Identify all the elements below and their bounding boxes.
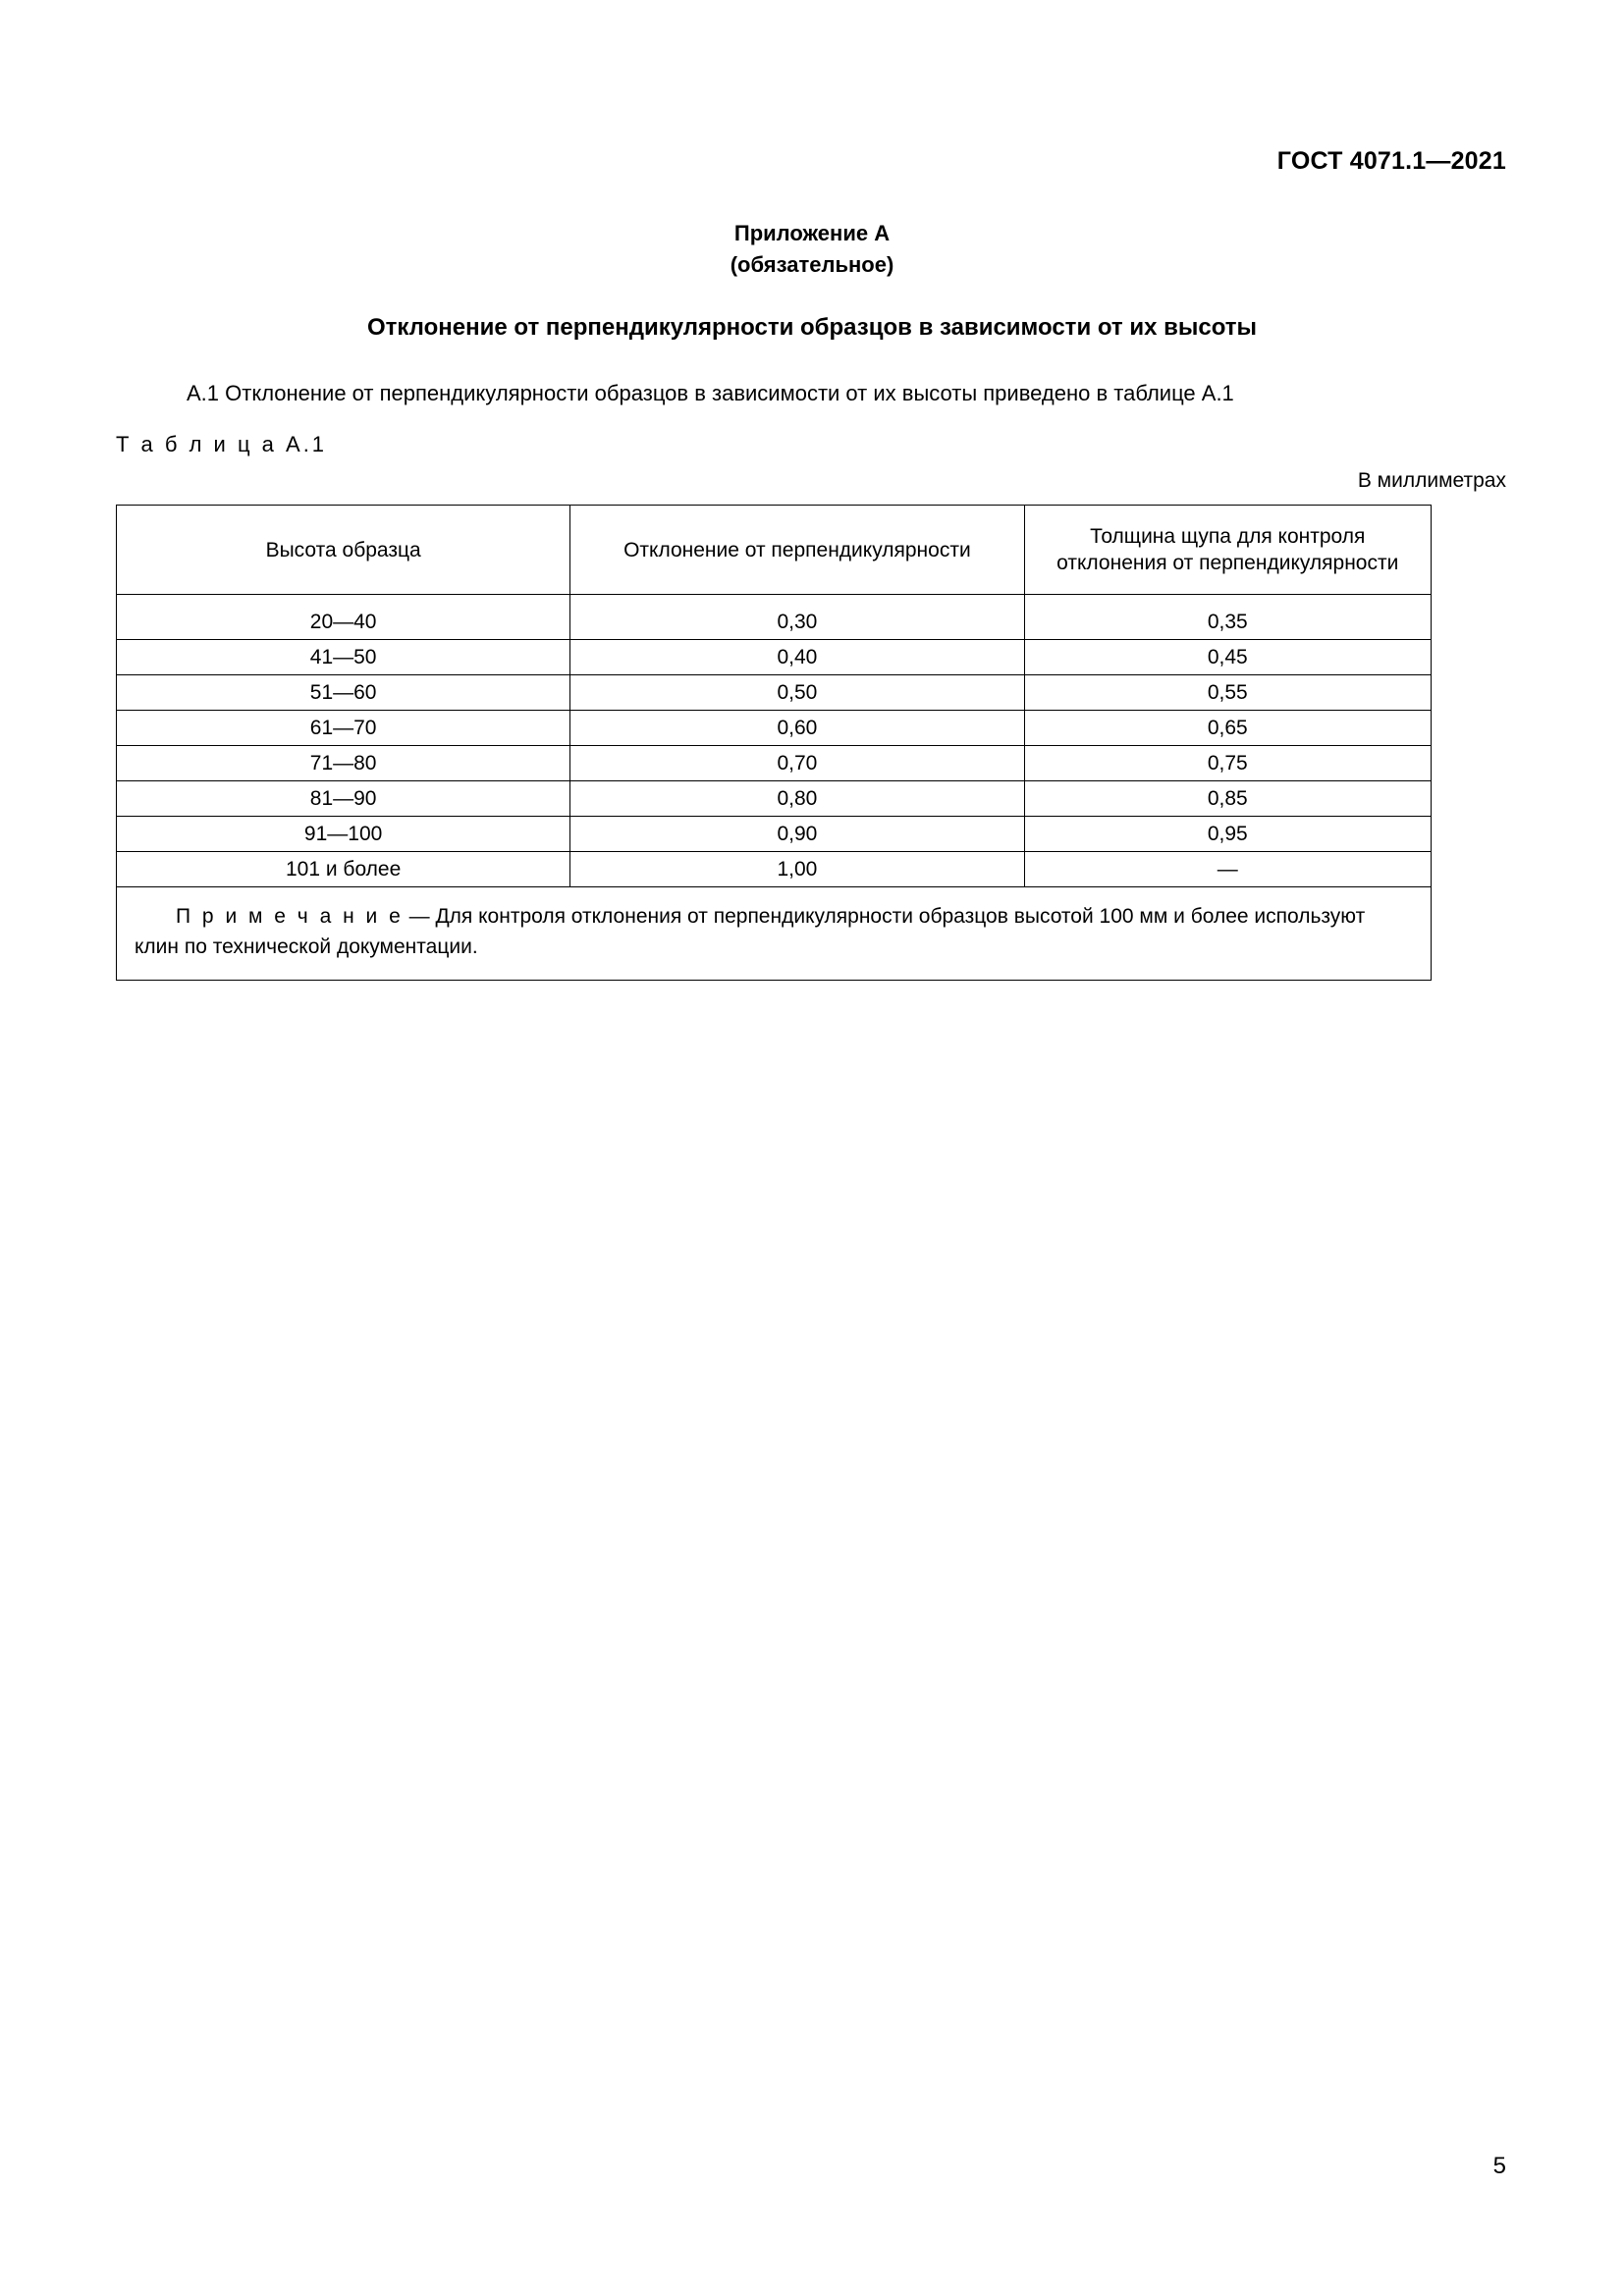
cell-deviation: 0,70 <box>570 746 1024 781</box>
appendix-title: Приложение А <box>733 221 891 245</box>
standard-number-header: ГОСТ 4071.1—2021 <box>1276 147 1506 175</box>
deviation-table <box>116 505 1432 981</box>
cell-height: 20—40 <box>117 595 570 640</box>
appendix-title-block <box>0 218 1624 281</box>
cell-deviation: 0,80 <box>570 781 1024 817</box>
cell-height: 101 и более <box>117 852 570 887</box>
cell-gauge: 0,45 <box>1024 640 1431 675</box>
table-row <box>117 852 1432 887</box>
table-caption: Т а б л и ц а А.1 <box>116 432 328 456</box>
column-header-deviation: Отклонение от перпендикулярности <box>570 506 1024 595</box>
cell-gauge: — <box>1024 852 1431 887</box>
cell-gauge: 0,85 <box>1024 781 1431 817</box>
cell-height: 41—50 <box>117 640 570 675</box>
cell-gauge: 0,65 <box>1024 711 1431 746</box>
table-row <box>117 595 1432 640</box>
page-number: 5 <box>1492 2153 1506 2179</box>
cell-height: 51—60 <box>117 675 570 711</box>
intro-paragraph: А.1 Отклонение от перпендикулярности образцов в зависимости от их высоты приведено в таблице А.1 <box>187 381 1234 405</box>
table-row <box>117 746 1432 781</box>
cell-height: 71—80 <box>117 746 570 781</box>
cell-gauge: 0,75 <box>1024 746 1431 781</box>
table-row <box>117 817 1432 852</box>
cell-gauge: 0,55 <box>1024 675 1431 711</box>
appendix-subtitle: (обязательное) <box>730 252 894 277</box>
column-header-height: Высота образца <box>117 506 570 595</box>
cell-gauge: 0,35 <box>1024 595 1431 640</box>
note-label: П р и м е ч а н и е <box>176 905 404 928</box>
table-row <box>117 640 1432 675</box>
table-note-cell <box>117 887 1432 981</box>
cell-deviation: 1,00 <box>570 852 1024 887</box>
table-row <box>117 675 1432 711</box>
table-note-row <box>117 887 1432 981</box>
table-row <box>117 711 1432 746</box>
cell-gauge: 0,95 <box>1024 817 1431 852</box>
table-container <box>116 505 1432 981</box>
cell-height: 91—100 <box>117 817 570 852</box>
table-row <box>117 781 1432 817</box>
section-heading: Отклонение от перпендикулярности образцов в зависимости от их высоты <box>366 314 1258 341</box>
table-header-row <box>117 506 1432 595</box>
cell-height: 61—70 <box>117 711 570 746</box>
cell-deviation: 0,50 <box>570 675 1024 711</box>
cell-deviation: 0,90 <box>570 817 1024 852</box>
column-header-gauge-thickness: Толщина щупа для контроля отклонения от перпендикулярности <box>1024 506 1431 595</box>
note-text: — Для контроля отклонения от перпендикулярности образцов высотой 100 мм и более используют клин по технической документации. <box>135 905 1366 958</box>
cell-deviation: 0,30 <box>570 595 1024 640</box>
units-note: В миллиметрах <box>1357 469 1506 492</box>
cell-deviation: 0,40 <box>570 640 1024 675</box>
cell-height: 81—90 <box>117 781 570 817</box>
cell-deviation: 0,60 <box>570 711 1024 746</box>
